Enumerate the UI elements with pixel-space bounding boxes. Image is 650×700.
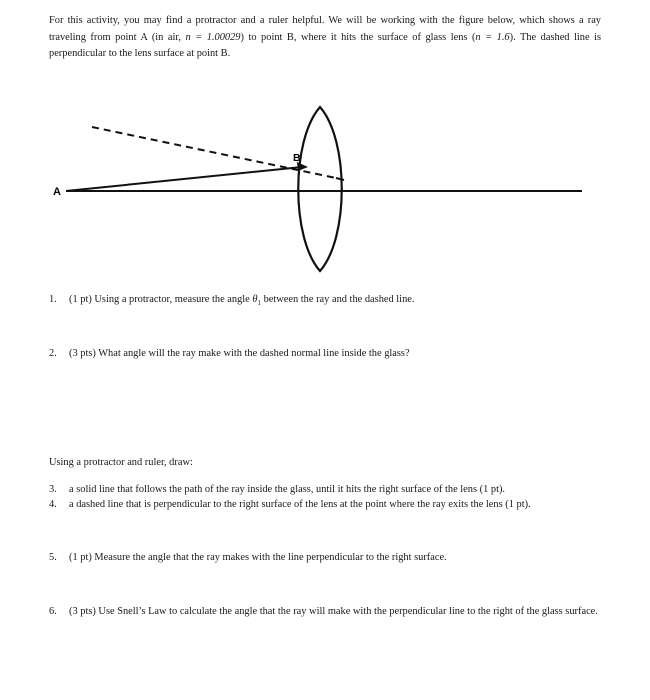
intro-text-3: ). The dashed line is perpendicular to the lens surface at point B. [49,31,602,59]
question-text: between the ray and the dashed line. [260,294,415,305]
lens-outline [298,107,342,271]
question-6 [49,604,599,620]
incident-ray [66,167,302,191]
question-text: (1 pt) Using a protractor, measure the angle [69,294,253,305]
normal-dashed-line-tail [336,178,344,180]
theta-subscript: 1 [257,299,261,308]
question-number: 6. [49,606,57,617]
question-text: (3 pts) What angle will the ray make with the dashed normal line inside the glass? [69,348,410,359]
question-number: 4. [49,499,57,510]
question-number: 2. [49,348,57,359]
question-text: a dashed line that is perpendicular to the right surface of the lens at the point where the ray exits the lens (1 pt). [69,499,531,510]
question-text: (1 pt) Measure the angle that the ray makes with the line perpendicular to the right surface. [69,552,447,563]
intro-text-1: For this activity, you may find a protractor and a ruler helpful. We will be working with the figure below, which shows a ray traveling from point A (in air, [49,15,601,43]
question-5 [49,550,447,566]
question-3 [49,482,505,498]
question-1 [49,292,414,311]
label-b: B [293,152,301,164]
subheading: Using a protractor and ruler, draw: [49,457,193,468]
n-air: n = 1.00029 [185,31,241,43]
intro-text-2: ) to point B, where it hits the surface of glass lens ( [240,31,476,43]
question-text: (3 pts) Use Snell’s Law to calculate the angle that the ray will make with the perpendicular line to the right of the glass surface. [69,606,598,617]
n-glass: n = 1.6 [475,31,510,43]
question-number: 3. [49,484,57,495]
question-text: a solid line that follows the path of the ray inside the glass, until it hits the right surface of the lens (1 pt). [69,484,506,495]
question-4 [49,497,531,513]
label-a: A [53,186,61,198]
question-number: 1. [49,294,57,305]
question-number: 5. [49,552,57,563]
theta-symbol: θ [252,294,258,305]
question-2 [49,346,410,362]
